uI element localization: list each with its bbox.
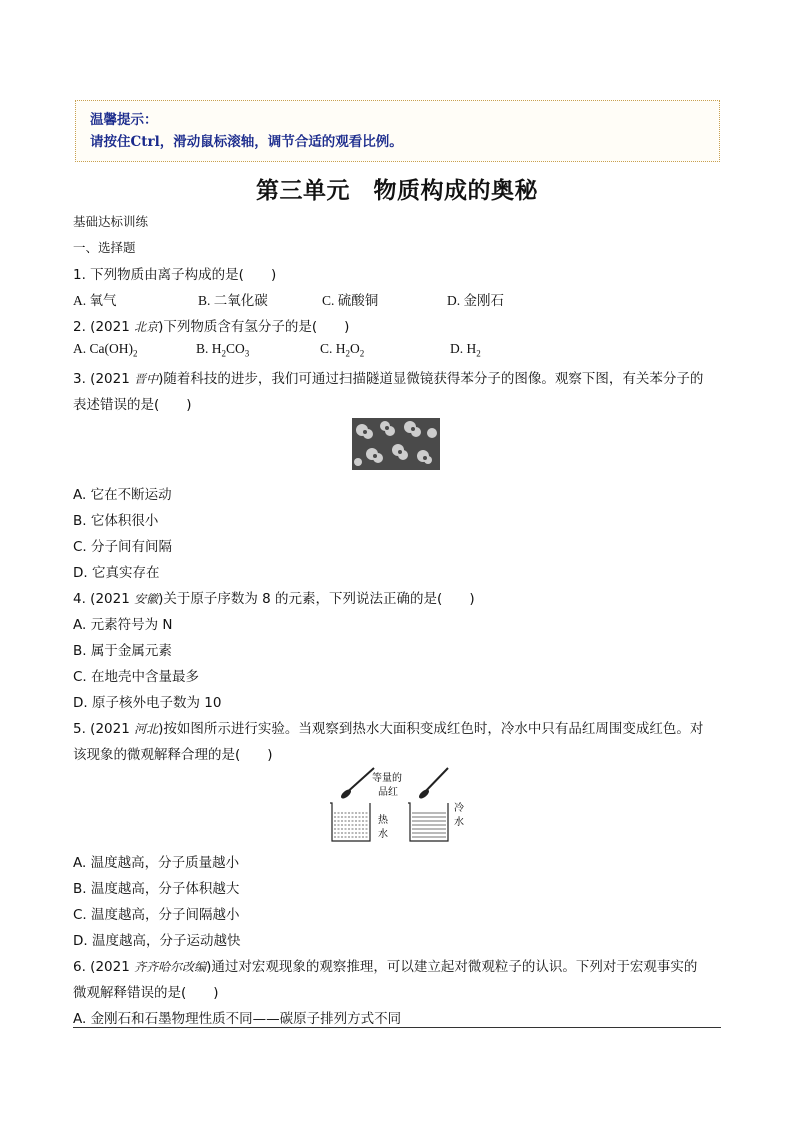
- right-spoon-bowl: [417, 788, 430, 800]
- q2-option-b[interactable]: B. $H_2CO_3$: [196, 341, 250, 359]
- cold-beaker: [408, 803, 448, 841]
- q1-option-c[interactable]: C. 硫酸铜: [322, 293, 379, 308]
- q3-option-d[interactable]: D. 它真实存在: [73, 565, 160, 581]
- q6-option-a[interactable]: A. 金刚石和石墨物理性质不同——碳原子排列方式不同: [73, 1011, 402, 1027]
- q1-option-a[interactable]: A. 氧气: [73, 293, 117, 308]
- tip-text: 请按住Ctrl，滑动鼠标滚轴，调节合适的观看比例。: [90, 134, 403, 150]
- q4-option-b[interactable]: B. 属于金属元素: [73, 643, 172, 659]
- q3-option-a[interactable]: A. 它在不断运动: [73, 487, 172, 503]
- q3-option-c[interactable]: C. 分子间有间隔: [73, 539, 173, 555]
- q5-source: 河北: [134, 722, 159, 736]
- benzene-stm-image: [352, 418, 440, 470]
- label-cold-2: 水: [454, 817, 464, 828]
- label-equal-amount: 等量的: [372, 773, 402, 784]
- q1-option-b[interactable]: B. 二氧化碳: [198, 293, 268, 308]
- q1-option-d[interactable]: D. 金刚石: [447, 293, 504, 308]
- q3-option-b[interactable]: B. 它体积很小: [73, 513, 159, 529]
- q2-option-d[interactable]: D. $H_2$: [450, 341, 481, 359]
- q1-stem: 1. 下列物质由离子构成的是( ): [73, 267, 277, 283]
- q2-option-c[interactable]: C. $H_2O_2$: [320, 341, 365, 359]
- q4-stem: 4. (2021 安徽)关于原子序数为 8 的元素，下列说法正确的是( ): [73, 591, 475, 607]
- label-hot-2: 水: [378, 829, 388, 840]
- q5-stem: 5. (2021 河北)按如图所示进行实验。当观察到热水大面积变成红色时，冷水中只有品红周围变成红色。对: [73, 721, 704, 737]
- q5-option-b[interactable]: B. 温度越高，分子体积越大: [73, 881, 240, 897]
- bottom-divider: [73, 1027, 721, 1028]
- tip-box: [75, 100, 720, 162]
- q3-source: 晋中: [134, 372, 159, 386]
- q5-option-d[interactable]: D. 温度越高，分子运动越快: [73, 933, 241, 949]
- q5-stem-line2: 该现象的微观解释合理的是( ): [73, 747, 273, 763]
- hot-beaker: [330, 803, 370, 841]
- q5-option-a[interactable]: A. 温度越高，分子质量越小: [73, 855, 240, 871]
- q5-option-c[interactable]: C. 温度越高，分子间隔越小: [73, 907, 240, 923]
- label-hot-1: 热: [378, 815, 388, 826]
- q4-option-d[interactable]: D. 原子核外电子数为 10: [73, 695, 222, 711]
- q4-source: 安徽: [134, 592, 159, 606]
- q4-option-a[interactable]: A. 元素符号为 N: [73, 617, 173, 633]
- section-heading: 基础达标训练: [73, 214, 149, 229]
- q6-source: 齐齐哈尔改编: [134, 960, 207, 974]
- q3-stem-line2: 表述错误的是( ): [73, 397, 192, 413]
- q2-source: 北京: [134, 320, 159, 334]
- q2-stem: 2. (2021 北京)下列物质含有氢分子的是( ): [73, 319, 350, 335]
- q4-option-c[interactable]: C. 在地壳中含量最多: [73, 669, 200, 685]
- beaker-diagram: [322, 763, 472, 845]
- tip-title: 温馨提示：: [90, 112, 158, 128]
- page-title: 第三单元 物质构成的奥秘: [256, 178, 538, 204]
- q3-stem: 3. (2021 晋中)随着科技的进步，我们可通过扫描隧道显微镜获得苯分子的图像。观察下图，有关苯分子的: [73, 371, 704, 387]
- label-cold-1: 冷: [454, 803, 464, 814]
- q6-stem-line2: 微观解释错误的是( ): [73, 985, 219, 1001]
- cold-water-lines: [412, 813, 446, 837]
- label-magenta: 品红: [378, 787, 398, 798]
- q6-stem: 6. (2021 齐齐哈尔改编)通过对宏观现象的观察推理，可以建立起对微观粒子的认识。下列对于宏观事实的: [73, 959, 698, 975]
- subsection-heading: 一、选择题: [73, 240, 136, 255]
- q2-option-a[interactable]: A. $Ca(OH)_2$: [73, 341, 138, 359]
- hot-water-lines: [334, 813, 368, 837]
